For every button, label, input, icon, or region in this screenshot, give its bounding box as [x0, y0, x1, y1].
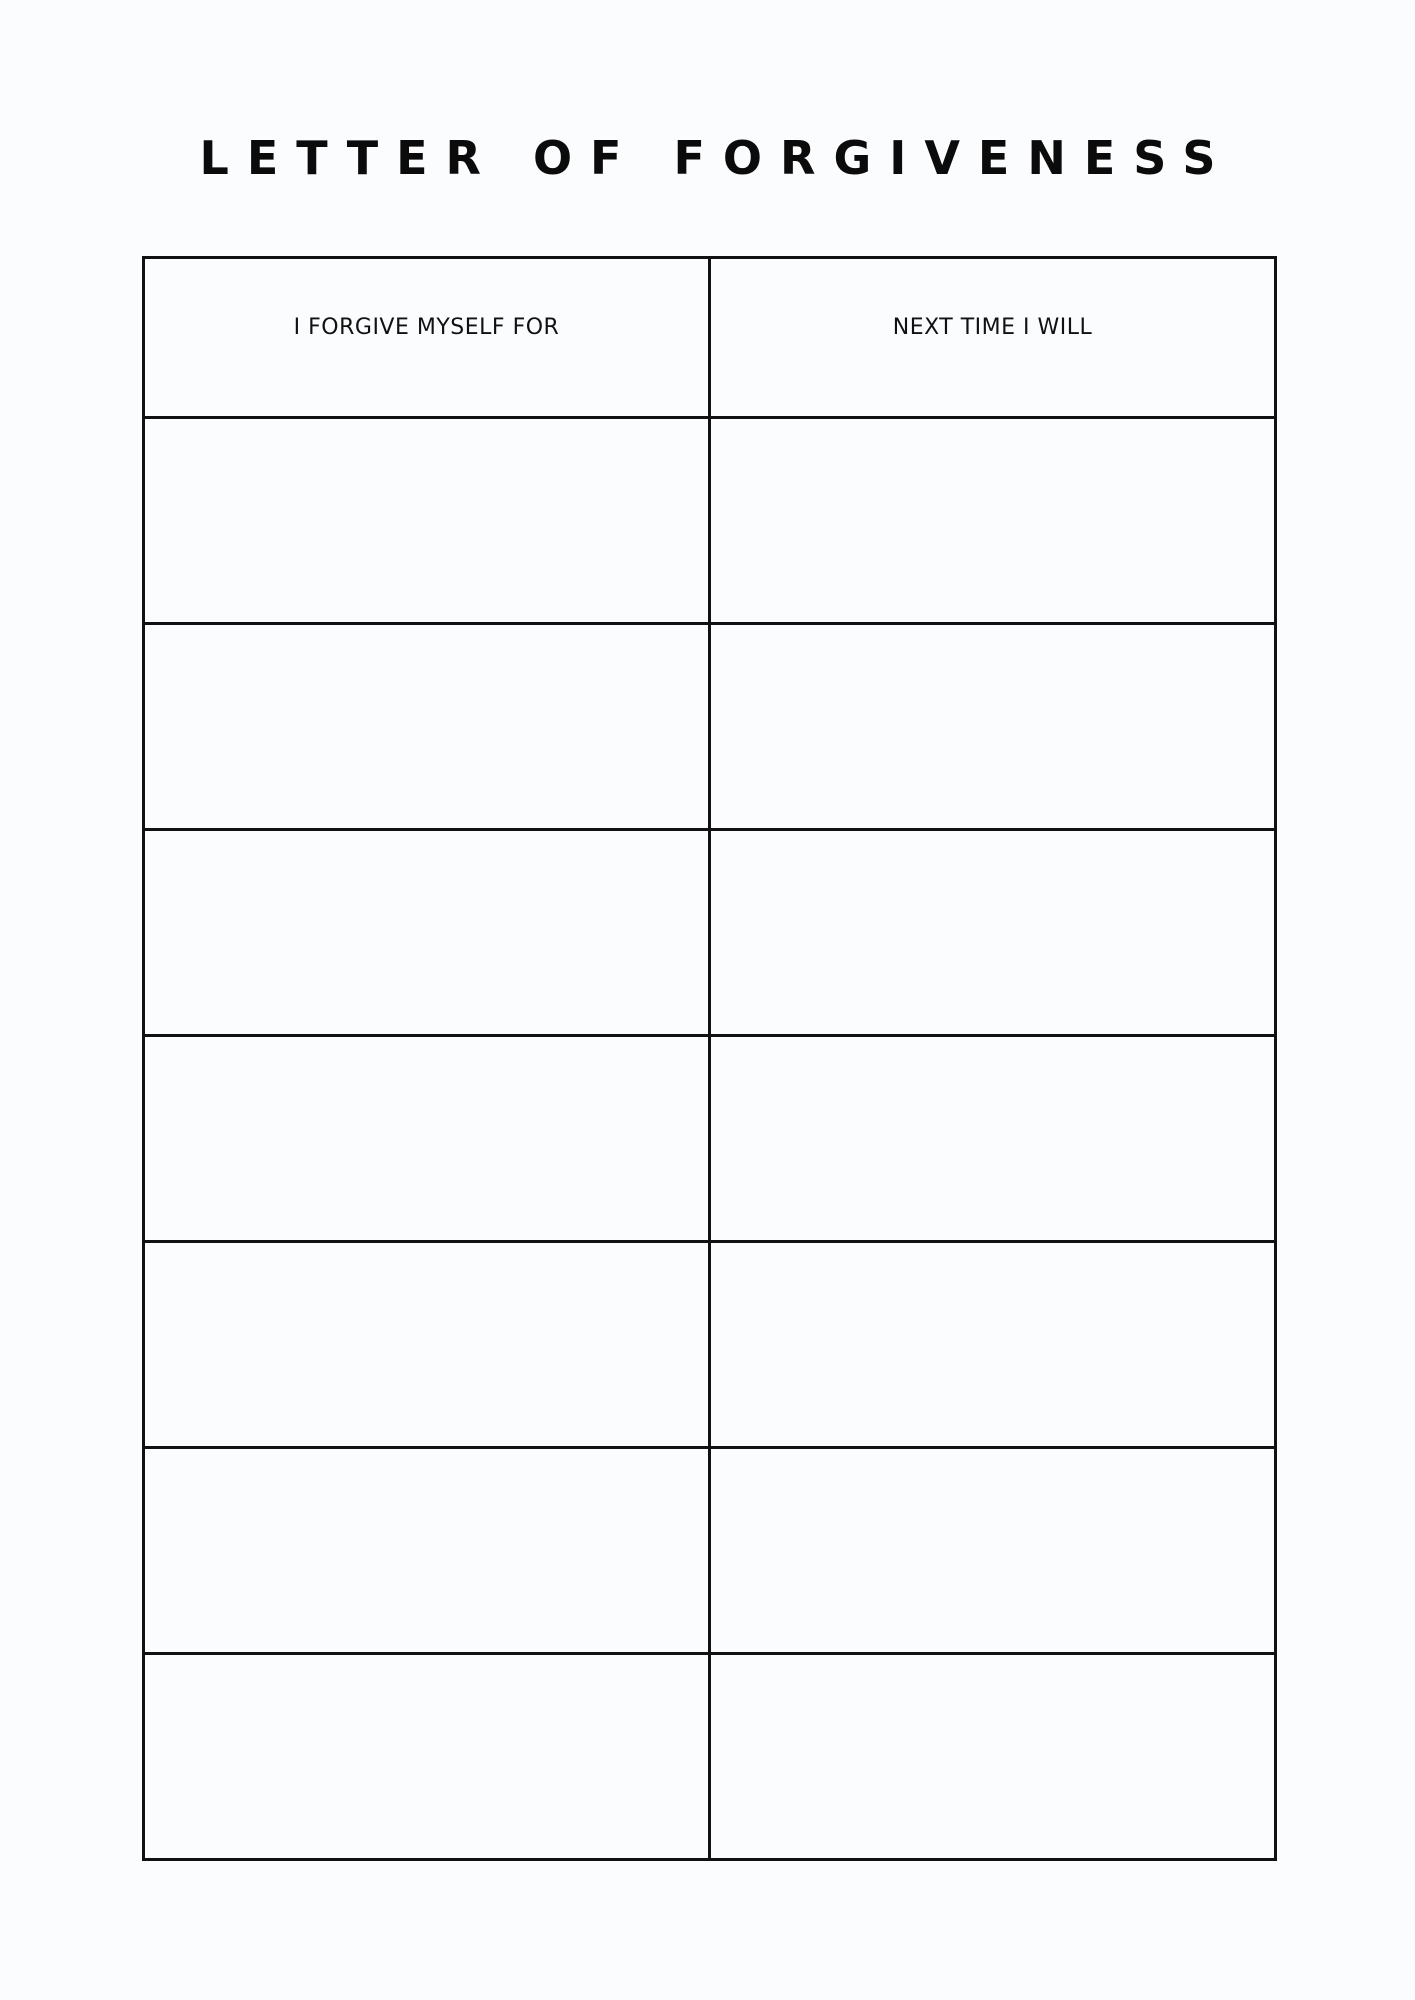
- table-header-row: [144, 258, 1276, 418]
- next-time-entry-cell[interactable]: [710, 1448, 1276, 1654]
- table-row: [144, 830, 1276, 1036]
- next-time-entry-cell[interactable]: [710, 624, 1276, 830]
- next-time-entry-cell[interactable]: [710, 1242, 1276, 1448]
- next-time-entry-cell[interactable]: [710, 830, 1276, 1036]
- table-row: [144, 1448, 1276, 1654]
- next-time-entry-cell[interactable]: [710, 418, 1276, 624]
- column-header-next-time: NEXT TIME I WILL: [710, 258, 1276, 418]
- table-row: [144, 624, 1276, 830]
- forgive-entry-cell[interactable]: [144, 1448, 710, 1654]
- table-row: [144, 1654, 1276, 1860]
- next-time-entry-cell[interactable]: [710, 1654, 1276, 1860]
- page-title: LETTER OF FORGIVENESS: [199, 131, 1234, 185]
- table-row: [144, 418, 1276, 624]
- next-time-entry-cell[interactable]: [710, 1036, 1276, 1242]
- forgive-entry-cell[interactable]: [144, 418, 710, 624]
- forgive-entry-cell[interactable]: [144, 830, 710, 1036]
- table-row: [144, 1036, 1276, 1242]
- forgiveness-table: [142, 256, 1277, 1861]
- forgive-entry-cell[interactable]: [144, 1654, 710, 1860]
- table-row: [144, 1242, 1276, 1448]
- forgive-entry-cell[interactable]: [144, 624, 710, 830]
- forgive-entry-cell[interactable]: [144, 1036, 710, 1242]
- forgive-entry-cell[interactable]: [144, 1242, 710, 1448]
- column-header-forgive: I FORGIVE MYSELF FOR: [144, 258, 710, 418]
